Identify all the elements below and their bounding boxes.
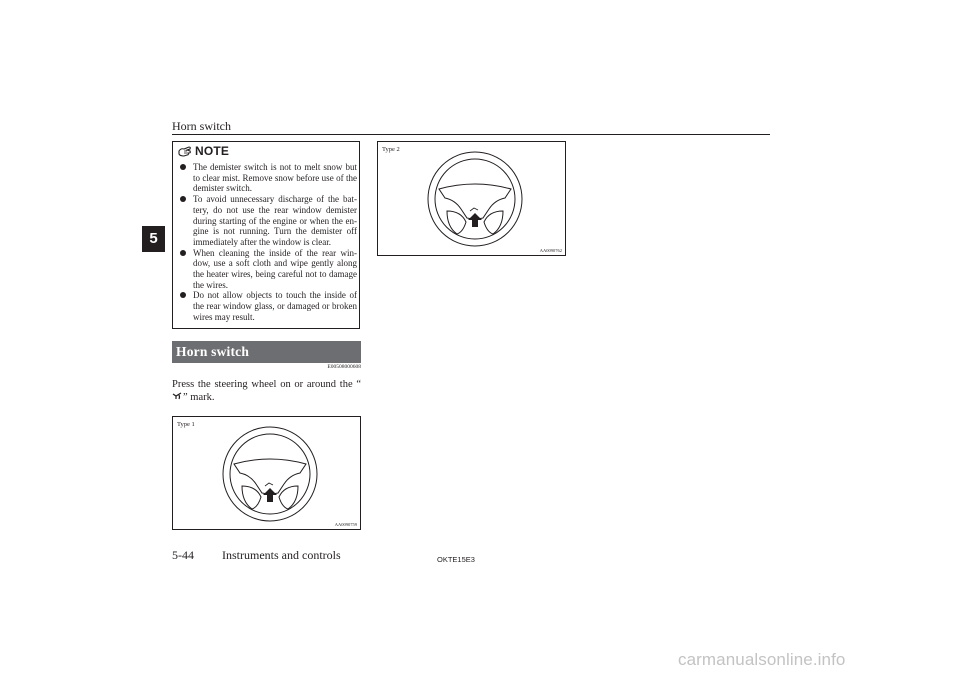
bullet-icon (180, 196, 186, 202)
note-box (172, 141, 360, 329)
section-title: Horn switch (176, 344, 250, 359)
body-text-end: ” mark. (183, 391, 215, 403)
watermark-link[interactable]: carmanualsonline.info (678, 650, 846, 669)
horn-icon (172, 392, 183, 401)
steering-wheel-figure-type2 (377, 141, 566, 256)
figure-label: Type 2 (382, 146, 400, 153)
note-item-text: To avoid unnecessary discharge of the bat-tery, do not use the rear window demister during starting of the engine or when the en-gine is not running. Turn the demister off immediately after the window is clear. (193, 194, 357, 247)
note-item-text: The demister switch is not to melt snow but to clear mist. Remove snow before use of the demister switch. (193, 162, 357, 194)
steering-wheel-figure-type1 (172, 416, 361, 530)
chapter-tab: 5 (142, 226, 165, 252)
body-text (172, 379, 361, 404)
chapter-name: Instruments and controls (222, 548, 341, 562)
body-text-start: Press the steering wheel on or around the “ (172, 379, 361, 390)
running-header: Horn switch (172, 119, 231, 133)
header-rule (172, 134, 770, 135)
steering-wheel-icon (425, 149, 525, 249)
section-code: E00508000608 (327, 364, 361, 370)
bullet-icon (180, 292, 186, 298)
page-number: 5-44 (172, 548, 194, 562)
note-item (179, 194, 357, 248)
bullet-icon (180, 250, 186, 256)
note-item-text: When cleaning the inside of the rear win-dow, use a soft cloth and wipe gently along the heater wires, being careful not to damage the wires. (193, 247, 357, 290)
document-code: OKTE15E3 (437, 555, 475, 564)
steering-wheel-icon (220, 424, 320, 524)
note-item (179, 162, 357, 194)
bullet-icon (180, 164, 186, 170)
note-item (179, 290, 357, 322)
note-title: NOTE (195, 144, 230, 158)
note-hand-icon (178, 145, 192, 158)
note-list (179, 162, 357, 323)
figure-code: AA0090762 (539, 248, 562, 253)
note-heading (178, 143, 229, 159)
figure-code: AA0090759 (334, 522, 357, 527)
figure-label: Type 1 (177, 421, 195, 428)
section-heading-bar (172, 341, 361, 363)
note-item-text: Do not allow objects to touch the inside of the rear window glass, or damaged or broken wires may result. (193, 290, 357, 322)
note-item (179, 248, 357, 291)
